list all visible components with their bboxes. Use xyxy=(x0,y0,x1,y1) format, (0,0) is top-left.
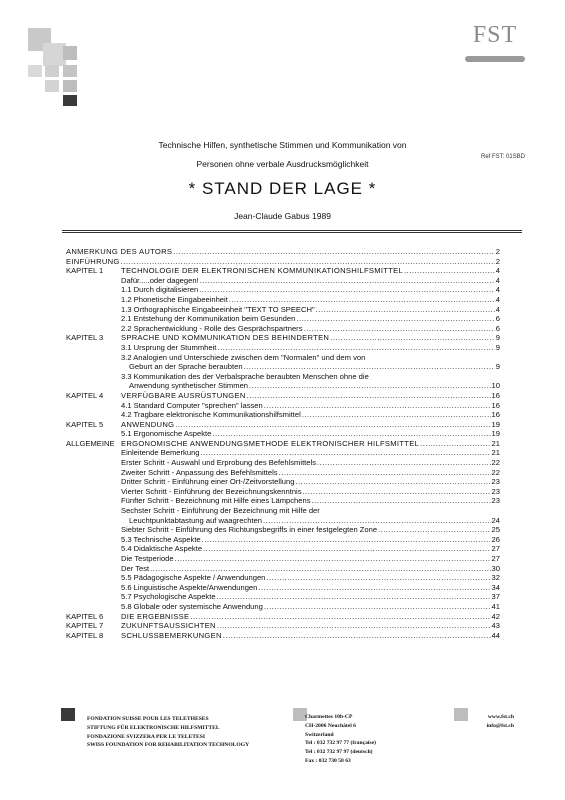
toc-page-number: 27 xyxy=(491,554,500,563)
toc-leader-dots xyxy=(212,429,490,439)
toc-page-number: 43 xyxy=(491,621,500,631)
toc-page-number: 16 xyxy=(491,400,500,410)
toc-entry-title: 1.1 Durch digitalisieren xyxy=(121,285,199,295)
toc-entry xyxy=(66,372,500,382)
toc-entry xyxy=(66,391,500,401)
toc-entry-title: 2.1 Entstehung der Kommunikation beim Gesunden xyxy=(121,314,296,324)
toc-entry-title: 5.7 Psychologische Aspekte xyxy=(121,592,216,602)
toc-leader-dots xyxy=(296,314,494,324)
toc-leader-dots xyxy=(203,544,491,554)
toc-entry-title: Fünfter Schritt - Bezeichnung mit Hilfe eines Lämpchens xyxy=(121,496,311,506)
toc-leader-dots xyxy=(264,401,491,411)
toc-entry-title: Anwendung synthetischer Stimmen xyxy=(129,381,249,391)
author: Jean-Claude Gabus 1989 xyxy=(234,211,331,221)
toc-entry xyxy=(66,266,500,276)
toc-page-number: 24 xyxy=(491,515,500,525)
toc-entry xyxy=(66,448,500,458)
toc-page-number: 22 xyxy=(491,458,500,468)
toc-entry xyxy=(66,496,500,506)
toc-entry-title: 2.2 Sprachentwicklung - Rolle des Gesprächspartners xyxy=(121,323,303,333)
toc-entry xyxy=(66,487,500,497)
toc-page-number: 4 xyxy=(495,275,500,285)
toc-leader-dots xyxy=(202,535,491,545)
toc-leader-dots xyxy=(150,564,490,574)
toc-entry xyxy=(66,525,500,535)
footer-line[interactable]: www.fst.ch xyxy=(487,714,514,720)
toc-entry-title: Sechster Schritt - Einführung der Bezeichnung mit Hilfe der xyxy=(121,506,320,516)
footer-address xyxy=(305,713,376,766)
toc-page-number: 16 xyxy=(491,410,500,420)
toc-page-number: 23 xyxy=(491,496,500,506)
toc-leader-dots xyxy=(316,305,495,315)
toc-entry xyxy=(66,333,500,343)
toc-page-number: 32 xyxy=(491,573,500,583)
toc-entry xyxy=(66,324,500,334)
toc-leader-dots xyxy=(302,410,491,420)
reference-number: Ref FST: 01SBD xyxy=(480,154,525,160)
toc-leader-dots xyxy=(258,583,490,593)
toc-entry-title: 5.8 Globale oder systemische Anwendung xyxy=(121,601,263,611)
toc-page-number: 2 xyxy=(495,247,500,256)
toc-page-number: 4 xyxy=(495,285,500,295)
toc-leader-dots xyxy=(295,477,490,487)
toc-entry-title: SCHLUSSBEMERKUNGEN xyxy=(121,630,222,640)
toc-leader-dots xyxy=(330,333,495,343)
footer-square xyxy=(454,708,468,721)
toc-page-number: 10 xyxy=(491,381,500,391)
toc-entry xyxy=(66,516,500,526)
footer-line: STIFTUNG FÜR ELEKTRONISCHE HILFSMITTEL xyxy=(87,724,220,731)
toc-chapter-label: KAPITEL 7 xyxy=(66,621,104,631)
toc-leader-dots xyxy=(217,343,494,353)
toc-entry xyxy=(66,429,500,439)
toc-leader-dots xyxy=(199,285,495,295)
toc-chapter-label: KAPITEL 8 xyxy=(66,630,104,640)
toc-page-number: 6 xyxy=(495,323,500,333)
toc-entry xyxy=(66,295,500,305)
table-of-contents xyxy=(66,247,500,640)
toc-leader-dots xyxy=(190,612,490,622)
toc-entry-title: VERFÜGBARE AUSRÜSTUNGEN xyxy=(121,390,246,400)
toc-entry xyxy=(66,477,500,487)
toc-entry xyxy=(66,257,500,267)
toc-entry xyxy=(66,612,500,622)
toc-leader-dots xyxy=(175,554,491,564)
toc-entry-title: ZUKUNFTSAUSSICHTEN xyxy=(121,621,216,631)
toc-entry xyxy=(66,458,500,468)
toc-entry xyxy=(66,592,500,602)
toc-page-number: 42 xyxy=(491,611,500,621)
toc-page-number: 16 xyxy=(491,390,500,400)
toc-entry xyxy=(66,621,500,631)
toc-entry-title: 3.1 Ursprung der Stummheit xyxy=(121,342,217,352)
footer-line: Charmettes 10b-CP xyxy=(305,714,353,720)
toc-entry xyxy=(66,247,500,257)
toc-entry-title: Leuchtpunktabtastung auf waagrechten xyxy=(129,515,262,525)
footer-line: Switzerland xyxy=(305,731,334,738)
toc-entry-title: 5.3 Technische Aspekte xyxy=(121,534,201,544)
toc-entry-title: Geburt an der Sprache beraubten xyxy=(129,362,243,372)
toc-leader-dots xyxy=(121,257,495,267)
toc-leader-dots xyxy=(201,448,491,458)
toc-leader-dots xyxy=(263,516,491,526)
toc-entry xyxy=(66,506,500,516)
toc-entry-title: Dafür.....oder dagegen! xyxy=(121,275,199,285)
toc-entry-title: 3.2 Analogien und Unterschiede zwischen dem "Normalen" und dem von xyxy=(121,352,366,362)
toc-entry xyxy=(66,554,500,564)
toc-entry-title: SPRACHE UND KOMMUNIKATION DES BEHINDERTEN xyxy=(121,333,330,343)
logo-bar xyxy=(465,56,525,62)
toc-leader-dots xyxy=(244,362,495,372)
footer-line: Tel : 032 732 97 77 (française) xyxy=(305,740,376,747)
toc-entry-title: 5.4 Didaktische Aspekte xyxy=(121,544,203,554)
toc-leader-dots xyxy=(420,439,490,449)
toc-page-number: 23 xyxy=(491,486,500,496)
logo-text: FST xyxy=(472,22,518,48)
toc-entry xyxy=(66,305,500,315)
footer-line: FONDAZIONE SVIZZERA PER LE TELETESI xyxy=(87,733,206,740)
toc-entry-title: 4.1 Standard Computer "sprechen" lassen xyxy=(121,400,263,410)
toc-page-number: 21 xyxy=(491,438,500,448)
toc-entry xyxy=(66,573,500,583)
toc-entry-title: Vierter Schritt - Einführung der Bezeichnungskenntnis xyxy=(121,486,302,496)
toc-entry-title: TECHNOLOGIE DER ELEKTRONISCHEN KOMMUNIKATIONSHILFSMITTEL xyxy=(121,266,404,276)
toc-chapter-label: KAPITEL 1 xyxy=(66,266,104,276)
footer-line: Fax : 032 730 58 63 xyxy=(305,757,351,764)
toc-entry-title: ERGONOMISCHE ANWENDUNGSMETHODE ELEKTRONISCHER HILFSMITTEL xyxy=(121,438,420,448)
subtitle-line-1: Technische Hilfen, synthetische Stimmen und Kommunikation von xyxy=(158,140,407,150)
toc-page-number: 30 xyxy=(491,563,500,573)
footer-line: Tel : 032 732 97 97 (deutsch) xyxy=(305,749,373,756)
toc-entry-title: Zweiter Schritt - Anpassung des Befehlsmittels xyxy=(121,467,278,477)
toc-page-number: 19 xyxy=(491,419,500,429)
toc-chapter-label: KAPITEL 4 xyxy=(66,390,104,400)
toc-leader-dots xyxy=(217,621,491,631)
toc-entry-title: 1.2 Phonetische Eingabeeinheit xyxy=(121,294,228,304)
toc-leader-dots xyxy=(317,458,491,468)
footer-foundation xyxy=(87,715,249,750)
toc-entry-title: DIE ERGEBNISSE xyxy=(121,611,190,621)
toc-entry-title: 5.1 Ergonomische Aspekte xyxy=(121,429,212,439)
toc-chapter-label: KAPITEL 6 xyxy=(66,611,104,621)
toc-page-number: 9 xyxy=(495,342,500,352)
toc-page-number: 44 xyxy=(491,630,500,640)
toc-page-number: 4 xyxy=(495,266,500,276)
toc-chapter-label: KAPITEL 3 xyxy=(66,333,104,343)
toc-page-number: 4 xyxy=(495,304,500,314)
divider-line xyxy=(62,232,522,234)
toc-entry xyxy=(66,285,500,295)
toc-page-number: 25 xyxy=(491,525,500,535)
toc-entry-title: Der Test xyxy=(121,563,150,573)
toc-page-number: 19 xyxy=(491,429,500,439)
toc-entry-title: ANWENDUNG xyxy=(121,419,175,429)
toc-page-number: 6 xyxy=(495,314,500,324)
fst-logo xyxy=(455,22,535,72)
toc-leader-dots xyxy=(404,266,495,276)
toc-entry-title: 5.6 Linguistische Aspekte/Anwendungen xyxy=(121,582,258,592)
toc-entry xyxy=(66,631,500,641)
subtitle-line-2: Personen ohne verbale Ausdrucksmöglichkeit xyxy=(196,159,369,169)
toc-entry-title: 4.2 Tragbare elektronische Kommunikationshilfsmittel xyxy=(121,410,301,420)
toc-entry xyxy=(66,583,500,593)
toc-leader-dots xyxy=(304,324,495,334)
toc-leader-dots xyxy=(264,602,491,612)
toc-chapter-label: ALLGEMEINE xyxy=(66,438,115,448)
toc-leader-dots xyxy=(200,276,495,286)
toc-page-number: 22 xyxy=(491,467,500,477)
footer-line: SWISS FOUNDATION FOR REHABILITATION TECHNOLOGY xyxy=(87,742,250,749)
toc-entry xyxy=(66,468,500,478)
toc-entry-title: Die Testperiode xyxy=(121,554,174,563)
footer-line: CH-2006 Neuchâtel 6 xyxy=(305,722,356,729)
toc-entry xyxy=(66,276,500,286)
toc-leader-dots xyxy=(175,420,490,430)
toc-page-number: 34 xyxy=(491,582,500,592)
toc-chapter-label: KAPITEL 5 xyxy=(66,419,104,429)
footer-line[interactable]: info@fst.ch xyxy=(486,722,514,729)
toc-entry xyxy=(66,381,500,391)
toc-leader-dots xyxy=(303,487,491,497)
footer-line: FONDATION SUISSE POUR LES TELETHESES xyxy=(87,716,209,722)
toc-entry xyxy=(66,401,500,411)
toc-entry xyxy=(66,439,500,449)
toc-leader-dots xyxy=(249,381,491,391)
toc-leader-dots xyxy=(173,247,494,257)
toc-page-number: 27 xyxy=(491,544,500,554)
toc-entry-title: Einleitende Bemerkung xyxy=(121,448,200,458)
footer-web xyxy=(474,713,514,731)
toc-leader-dots xyxy=(378,525,490,535)
toc-entry-title: 5.5 Pädagogische Aspekte / Anwendungen xyxy=(121,573,266,583)
toc-page-number: 23 xyxy=(491,477,500,487)
toc-entry-title: Dritter Schritt - Einführung einer Ort-/Zeitvorstellung xyxy=(121,477,295,487)
toc-leader-dots xyxy=(247,391,491,401)
toc-leader-dots xyxy=(229,295,495,305)
toc-leader-dots xyxy=(266,573,490,583)
toc-page-number: 21 xyxy=(491,448,500,458)
toc-page-number: 37 xyxy=(491,592,500,602)
toc-entry-title: ANMERKUNG DES AUTORS xyxy=(66,247,173,256)
toc-entry-title: Erster Schritt - Auswahl und Erprobung des Befehlsmittels xyxy=(121,458,316,468)
footer-square xyxy=(61,708,75,721)
toc-leader-dots xyxy=(279,468,491,478)
toc-page-number: 41 xyxy=(491,601,500,611)
toc-leader-dots xyxy=(312,496,491,506)
toc-page-number: 9 xyxy=(495,362,500,372)
toc-entry-title: Siebter Schritt - Einführung des Richtungsbegriffs in einer festgelegten Zone xyxy=(121,525,378,535)
toc-entry xyxy=(66,535,500,545)
toc-page-number: 4 xyxy=(495,294,500,304)
page-title: * STAND DER LAGE * xyxy=(188,179,377,198)
toc-entry xyxy=(66,564,500,574)
toc-entry xyxy=(66,420,500,430)
toc-entry-title: 1.3 Orthographische Eingabeeinheit "TEXT TO SPEECH" xyxy=(121,304,315,314)
toc-entry xyxy=(66,343,500,353)
toc-entry xyxy=(66,410,500,420)
toc-page-number: 2 xyxy=(495,256,500,266)
toc-leader-dots xyxy=(217,592,491,602)
toc-entry xyxy=(66,602,500,612)
toc-entry xyxy=(66,353,500,363)
toc-entry xyxy=(66,362,500,372)
toc-page-number: 26 xyxy=(491,534,500,544)
toc-entry xyxy=(66,544,500,554)
toc-entry-title: 3.3 Kommunikation des der Verbalsprache beraubten Menschen ohne die xyxy=(121,371,369,381)
toc-page-number: 9 xyxy=(495,333,500,343)
toc-leader-dots xyxy=(223,631,491,641)
toc-entry xyxy=(66,314,500,324)
toc-entry-title: EINFÜHRUNG xyxy=(66,256,120,266)
